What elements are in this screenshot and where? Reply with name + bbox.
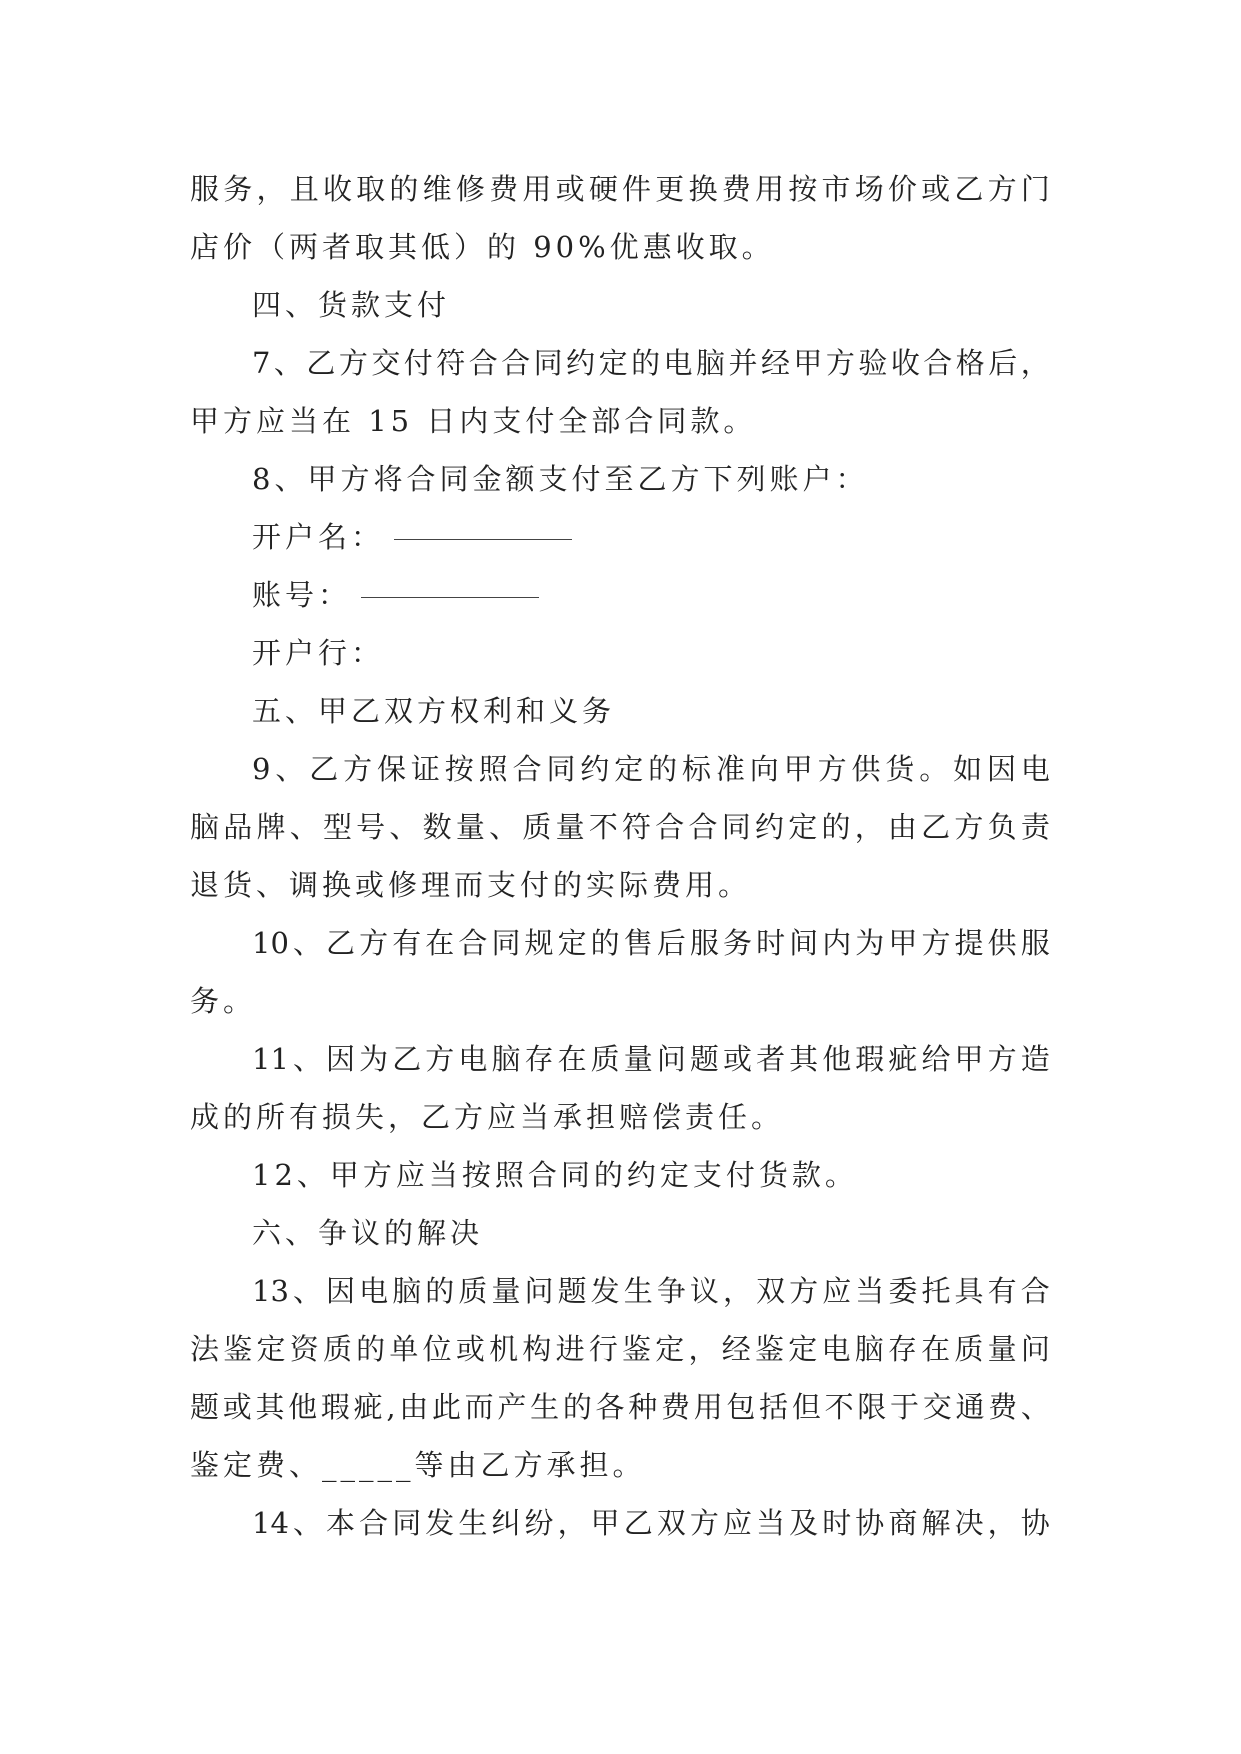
fill-in-blank: [394, 513, 572, 540]
fill-in-blank: [361, 571, 539, 598]
document-line: 7 、 乙 方 交 付 符 合 合 同 约 定 的 电 脑 并 经 甲 方 验 收 合 格 后 ，: [252, 346, 1050, 380]
line-text: 账号：: [252, 578, 352, 612]
document-line: 题 或 其 他 瑕 疵 , 由 此 而 产 生 的 各 种 费 用 包 括 但 不 限 于 交 通 费 、: [190, 1390, 1050, 1424]
line-text: 店价（两者取其低）的 90%优惠收取。: [190, 230, 775, 264]
document-line: [190, 276, 1050, 334]
document-line: 14 、 本 合 同 发 生 纠 纷 ， 甲 乙 双 方 应 当 及 时 协 商 解 决 ， 协: [252, 1506, 1050, 1540]
document-line: [190, 1088, 1050, 1146]
document-line: 脑 品 牌 、 型 号 、 数 量 、 质 量 不 符 合 合 同 约 定 的 ， 由 乙 方 负 责: [190, 810, 1050, 844]
line-text: 五、甲乙双方权利和义务: [252, 694, 616, 728]
line-text: 鉴定费、_____等由乙方承担。: [190, 1448, 646, 1482]
line-text: 甲方应当在 15 日内支付全部合同款。: [190, 404, 757, 438]
line-text: 开户行：: [252, 636, 385, 670]
document-line: 9 、 乙 方 保 证 按 照 合 同 约 定 的 标 准 向 甲 方 供 货 。 如 因 电: [252, 752, 1050, 786]
line-text: 开户名：: [252, 520, 385, 554]
document-line: [190, 566, 1050, 624]
document-line: [190, 1146, 1050, 1204]
document-line: [190, 856, 1050, 914]
line-text: 六、争议的解决: [252, 1216, 484, 1250]
document-line: [190, 392, 1050, 450]
document-line: 10 、 乙 方 有 在 合 同 规 定 的 售 后 服 务 时 间 内 为 甲 方 提 供 服: [252, 926, 1050, 960]
line-text: 四、货款支付: [252, 288, 451, 322]
line-text: 12、甲方应当按照合同的约定支付货款。: [252, 1158, 858, 1192]
line-text: 退货、调换或修理而支付的实际费用。: [190, 868, 752, 902]
document-line: [190, 972, 1050, 1030]
document-line: 11 、 因 为 乙 方 电 脑 存 在 质 量 问 题 或 者 其 他 瑕 疵 给 甲 方 造: [252, 1042, 1050, 1076]
document-line: [190, 450, 1050, 508]
document-line: 法 鉴 定 资 质 的 单 位 或 机 构 进 行 鉴 定 ， 经 鉴 定 电 脑 存 在 质 量 问: [190, 1332, 1050, 1366]
document-line: [190, 1436, 1050, 1494]
document-line: [190, 1204, 1050, 1262]
document-line: [190, 682, 1050, 740]
line-text: 成的所有损失，乙方应当承担赔偿责任。: [190, 1100, 785, 1134]
line-text: 务。: [190, 984, 257, 1018]
document-line: [190, 508, 1050, 566]
document-line: 13 、 因 电 脑 的 质 量 问 题 发 生 争 议 ， 双 方 应 当 委 托 具 有 合: [252, 1274, 1050, 1308]
line-text: 8、甲方将合同金额支付至乙方下列账户：: [252, 462, 869, 496]
document-page: [190, 160, 1050, 1552]
document-line: [190, 624, 1050, 682]
document-line: 服 务 ， 且 收 取 的 维 修 费 用 或 硬 件 更 换 费 用 按 市 场 价 或 乙 方 门: [190, 172, 1050, 206]
document-line: [190, 218, 1050, 276]
